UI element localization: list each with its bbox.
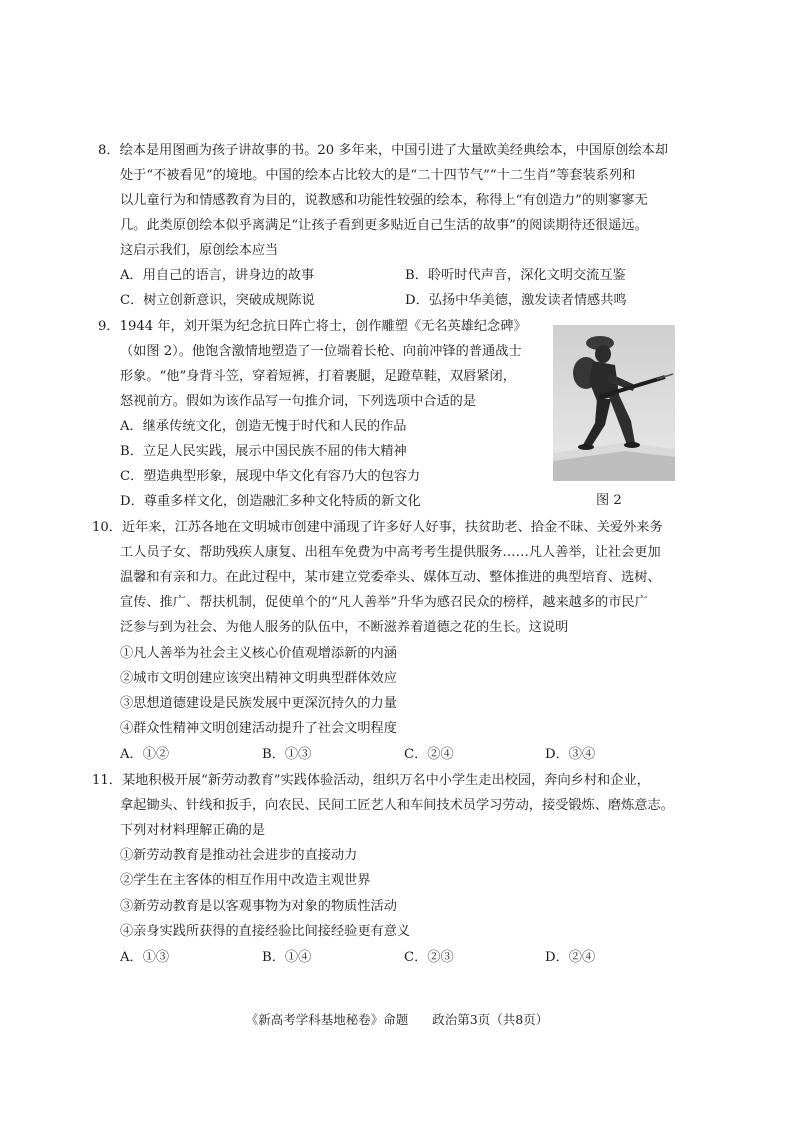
footer-page-number: 政治第3页（共8页） [432,1012,549,1027]
q10-option-c: C．②④ [404,747,454,762]
q11-statement-1: ①新劳动教育是推动社会进步的直接动力 [120,848,358,863]
q11-statement-2: ②学生在主客体的相互作用中改造主观世界 [120,873,371,888]
q9-option-c: C．塑造典型形象，展现中华文化有容乃大的包容力 [120,469,421,484]
q8-line-3: 以儿童行为和情感教育为目的，说教感和功能性较强的绘本，称得上“有创造力”的则寥寥无 [120,193,648,208]
q10-line-5: 泛参与到为社会、为他人服务的队伍中，不断滋养着道德之花的生长。这说明 [120,620,569,635]
q10-statement-1: ①凡人善举为社会主义核心价值观增添新的内涵 [120,646,397,661]
q10-option-d: D．③④ [545,747,596,762]
q8-line-2: 处于“不被看见”的境地。中国的绘本占比较大的是“二十四节气”“十二生肖”等套装系列和 [120,168,636,183]
q10-line-3: 温馨和有亲和力。在此过程中，某市建立党委牵头、媒体互动、整体推进的典型培育、选树、 [120,570,661,585]
q11-line-3: 下列对材料理解正确的是 [120,823,266,838]
q8-option-b: B．聆听时代声音，深化文明交流互鉴 [405,268,626,283]
q8-line-4: 几。此类原创绘本似乎离满足“让孩子看到更多贴近自己生活的故事”的阅读期待还很遥远。 [120,218,648,233]
q9-option-b: B．立足人民实践，展示中国民族不屈的伟大精神 [120,444,407,459]
soldier-statue-image [553,325,675,481]
q11-option-c: C．②③ [404,950,454,965]
q11-option-d: D．②④ [545,950,596,965]
q9-line-1: 9．1944 年，刘开渠为纪念抗日阵亡将士，创作雕塑《无名英雄纪念碑》 [98,319,527,334]
q9-line-4: 怒视前方。假如为该作品写一句推介词，下列选项中合适的是 [120,394,477,409]
q9-option-a: A．继承传统文化，创造无愧于时代和人民的作品 [120,419,407,434]
q11-statement-3: ③新劳动教育是以客观事物为对象的物质性活动 [120,899,397,914]
q8-option-c: C．树立创新意识，突破成规陈说 [120,293,315,308]
q11-line-2: 拿起锄头、针线和扳手，向农民、民间工匠艺人和车间技术员学习劳动，接受锻炼、磨炼意志。 [120,798,674,813]
page-footer [0,1012,794,1028]
q11-statement-4: ④亲身实践所获得的直接经验比间接经验更有意义 [120,924,411,939]
q10-line-2: 工人员子女、帮助残疾人康复、出租车免费为中高考考生提供服务……凡人善举，让社会更加 [120,545,661,560]
q8-option-a: A．用自己的语言，讲身边的故事 [120,268,315,283]
q8-option-d: D．弘扬中华美德，激发读者情感共鸣 [405,293,627,308]
q10-statement-3: ③思想道德建设是民族发展中更深沉持久的力量 [120,696,397,711]
statue-photo [553,325,675,481]
q9-line-3: 形象。“他”身背斗笠，穿着短裤，打着裹腿，足蹬草鞋，双唇紧闭， [120,369,516,384]
q10-line-4: 宣传、推广、帮扶机制，促使单个的“凡人善举”升华为感召民众的榜样，越来越多的市民广 [120,595,648,610]
q11-line-1: 11．某地积极开展“新劳动教育”实践体验活动，组织万名中小学生走出校园，奔向乡村和企业， [92,773,650,788]
q10-statement-2: ②城市文明创建应该突出精神文明典型群体效应 [120,671,397,686]
q10-statement-4: ④群众性精神文明创建活动提升了社会文明程度 [120,721,397,736]
q10-option-b: B．①③ [262,747,312,762]
figure-caption: 图 2 [596,493,622,508]
q11-option-a: A．①③ [120,950,170,965]
q9-line-2: （如图 2）。他饱含激情地塑造了一位端着长枪、向前冲锋的普通战士 [120,344,522,359]
q10-option-a: A．①② [120,747,170,762]
q9-option-d: D．尊重多样文化，创造融汇多种文化特质的新文化 [120,494,421,509]
q10-line-1: 10．近年来，江苏各地在文明城市创建中涌现了许多好人好事，扶贫助老、拾金不昧、关爱外来务 [92,520,663,535]
q8-line-1: 8．绘本是用图画为孩子讲故事的书。20 多年来，中国引进了大量欧美经典绘本，中国原创绘本却 [98,143,669,158]
q11-option-b: B．①④ [262,950,312,965]
q8-line-5: 这启示我们，原创绘本应当 [120,243,279,258]
footer-source: 《新高考学科基地秘卷》命题 [245,1012,409,1027]
